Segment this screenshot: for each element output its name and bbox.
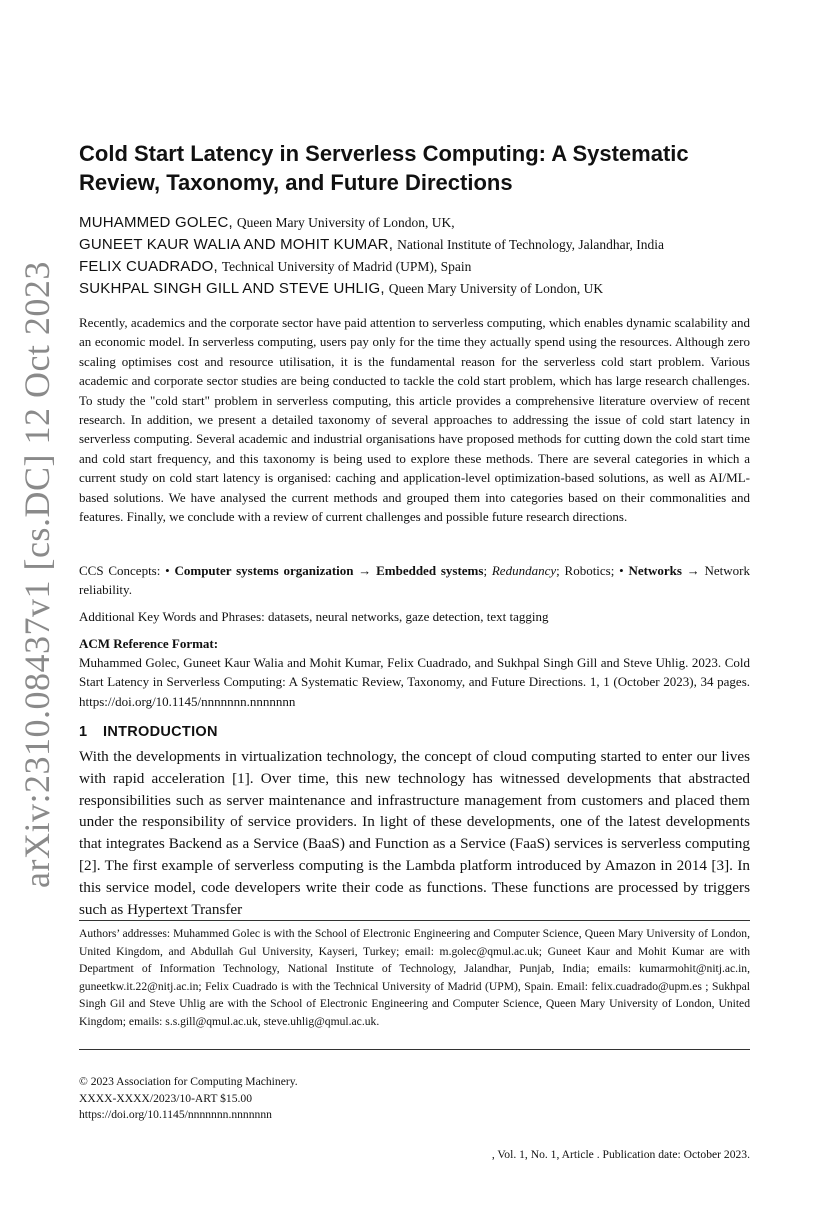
copyright-divider — [79, 1049, 750, 1050]
author-affiliation: Queen Mary University of London, UK — [388, 281, 604, 296]
ccs-separator: ; — [483, 563, 492, 578]
introduction-paragraph: With the developments in virtualization technology, the concept of cloud computing started to enter our lives with rapid acceleration [1]. Over time, this new technology has witnessed developments that abstracted responsibilities such as server maintenance and infrastructure management from customers and placed them under the responsibility of service providers. In light of these developments, one of the latest developments that integrates Backend as a Service (BaaS) and Function as a Service (FaaS) services is serverless computing [2]. The first example of serverless computing is the Lambda platform introduced by Amazon in 2014 [3]. In this service model, code developers write their code as functions. These functions are processed by triggers such as Hypertext Transfer — [79, 748, 750, 918]
author-names: FELIX CUADRADO, — [79, 258, 218, 275]
author-affiliation: National Institute of Technology, Jalandhar, India — [397, 237, 665, 252]
author-line — [79, 234, 779, 256]
section-heading — [79, 721, 218, 743]
ccs-prefix: CCS Concepts: • — [79, 563, 175, 578]
ccs-concepts — [79, 561, 750, 600]
ccs-concept-reliability: → Network reliability. — [79, 563, 750, 598]
author-line — [79, 256, 779, 278]
authors-addresses-footnote: Authors’ addresses: Muhammed Golec is with the School of Electronic Engineering and Computer Science, Queen Mary University of London, United Kingdom, and Abdullah Gul University, Kayseri, Turkey; email: m.golec@qmul.ac.uk; Guneet Kaur and Mohit Kumar are with Department of Information Technology, National Institute of Technology, Jalandhar, Punjab, India; emails: kumarmohit@nitj.ac.in, guneetkw.it.22@nitj.ac.in; Felix Cuadrado is with the Technical University of Madrid (UPM), Spain. Email: felix.cuadrado@upm.es ; Sukhpal Singh Gil and Steve Uhlig are with the School of Electronic Engineering and Computer Science, Queen Mary University of London, United Kingdom; emails: s.s.gill@qmul.ac.uk, steve.uhlig@qmul.ac.uk. — [79, 927, 750, 1028]
section-title: INTRODUCTION — [103, 724, 218, 740]
ccs-separator: ; Robotics; • — [556, 563, 629, 578]
copyright-line: XXXX-XXXX/2023/10-ART $15.00 — [79, 1091, 252, 1105]
author-block — [79, 212, 779, 300]
abstract: Recently, academics and the corporate sector have paid attention to serverless computing, which enables dynamic scalability and an economic model. In serverless computing, users pay only for the time they actually spend using the resources. Although zero scaling optimises cost and resource utilisation, it is the fundamental reason for the serverless cold start problem. Various academic and corporate sector studies are being conducted to tackle the cold start problem, which has large research challenges. To study the "cold start" problem in serverless computing, this article provides a comprehensive literature overview of recent research. In addition, we present a detailed taxonomy of several approaches to addressing the issue of cold start latency in serverless computing. Several academic and industrial organisations have proposed methods for cutting down the cold start time and cold start frequency, and this taxonomy is being used to explore these methods. There are several categories in which a current study on cold start latency is organised: caching and application-level optimization-based solutions, as well as AI/ML-based solutions. We have analysed the current methods and grouped them into categories based on their commonalities and features. Finally, we conclude with a review of current challenges and possible future research directions. — [79, 315, 750, 525]
ccs-concept-redundancy: Redundancy — [491, 563, 557, 578]
publication-info: , Vol. 1, No. 1, Article . Publication date: October 2023. — [491, 1148, 750, 1161]
author-names: GUNEET KAUR WALIA AND MOHIT KUMAR, — [79, 236, 394, 253]
keywords: Additional Key Words and Phrases: datasets, neural networks, gaze detection, text tagging — [79, 609, 549, 624]
section-number: 1 — [79, 724, 88, 740]
acm-reference-heading: ACM Reference Format: — [79, 636, 219, 651]
copyright-line: © 2023 Association for Computing Machinery. — [79, 1075, 298, 1088]
paper-title: Cold Start Latency in Serverless Computing: A Systematic Review, Taxonomy, and Future Directions — [79, 141, 689, 195]
copyright-block — [79, 1074, 750, 1124]
author-names: MUHAMMED GOLEC, — [79, 214, 233, 231]
acm-reference-text: Muhammed Golec, Guneet Kaur Walia and Mohit Kumar, Felix Cuadrado, and Sukhpal Singh Gill and Steve Uhlig. 2023. Cold Start Latency in Serverless Computing: A Systematic Review, Taxonomy, and Future Directions. 1, 1 (October 2023), 34 pages. https://doi.org/10.1145/nnnnnnn.nnnnnnn — [79, 655, 750, 709]
author-line — [79, 212, 779, 234]
arxiv-identifier-stamp: arXiv:2310.08437v1 [cs.DC] 12 Oct 2023 — [17, 261, 57, 888]
author-names: SUKHPAL SINGH GILL AND STEVE UHLIG, — [79, 280, 385, 297]
ccs-concept-primary: Computer systems organization → Embedded systems — [174, 563, 484, 578]
ccs-concept-networks: Networks — [628, 563, 682, 578]
copyright-line: https://doi.org/10.1145/nnnnnnn.nnnnnnn — [79, 1108, 272, 1121]
author-line — [79, 278, 779, 300]
author-affiliation: Technical University of Madrid (UPM), Spain — [221, 259, 472, 274]
footnote-divider — [79, 920, 750, 921]
author-affiliation: Queen Mary University of London, UK, — [236, 215, 455, 230]
